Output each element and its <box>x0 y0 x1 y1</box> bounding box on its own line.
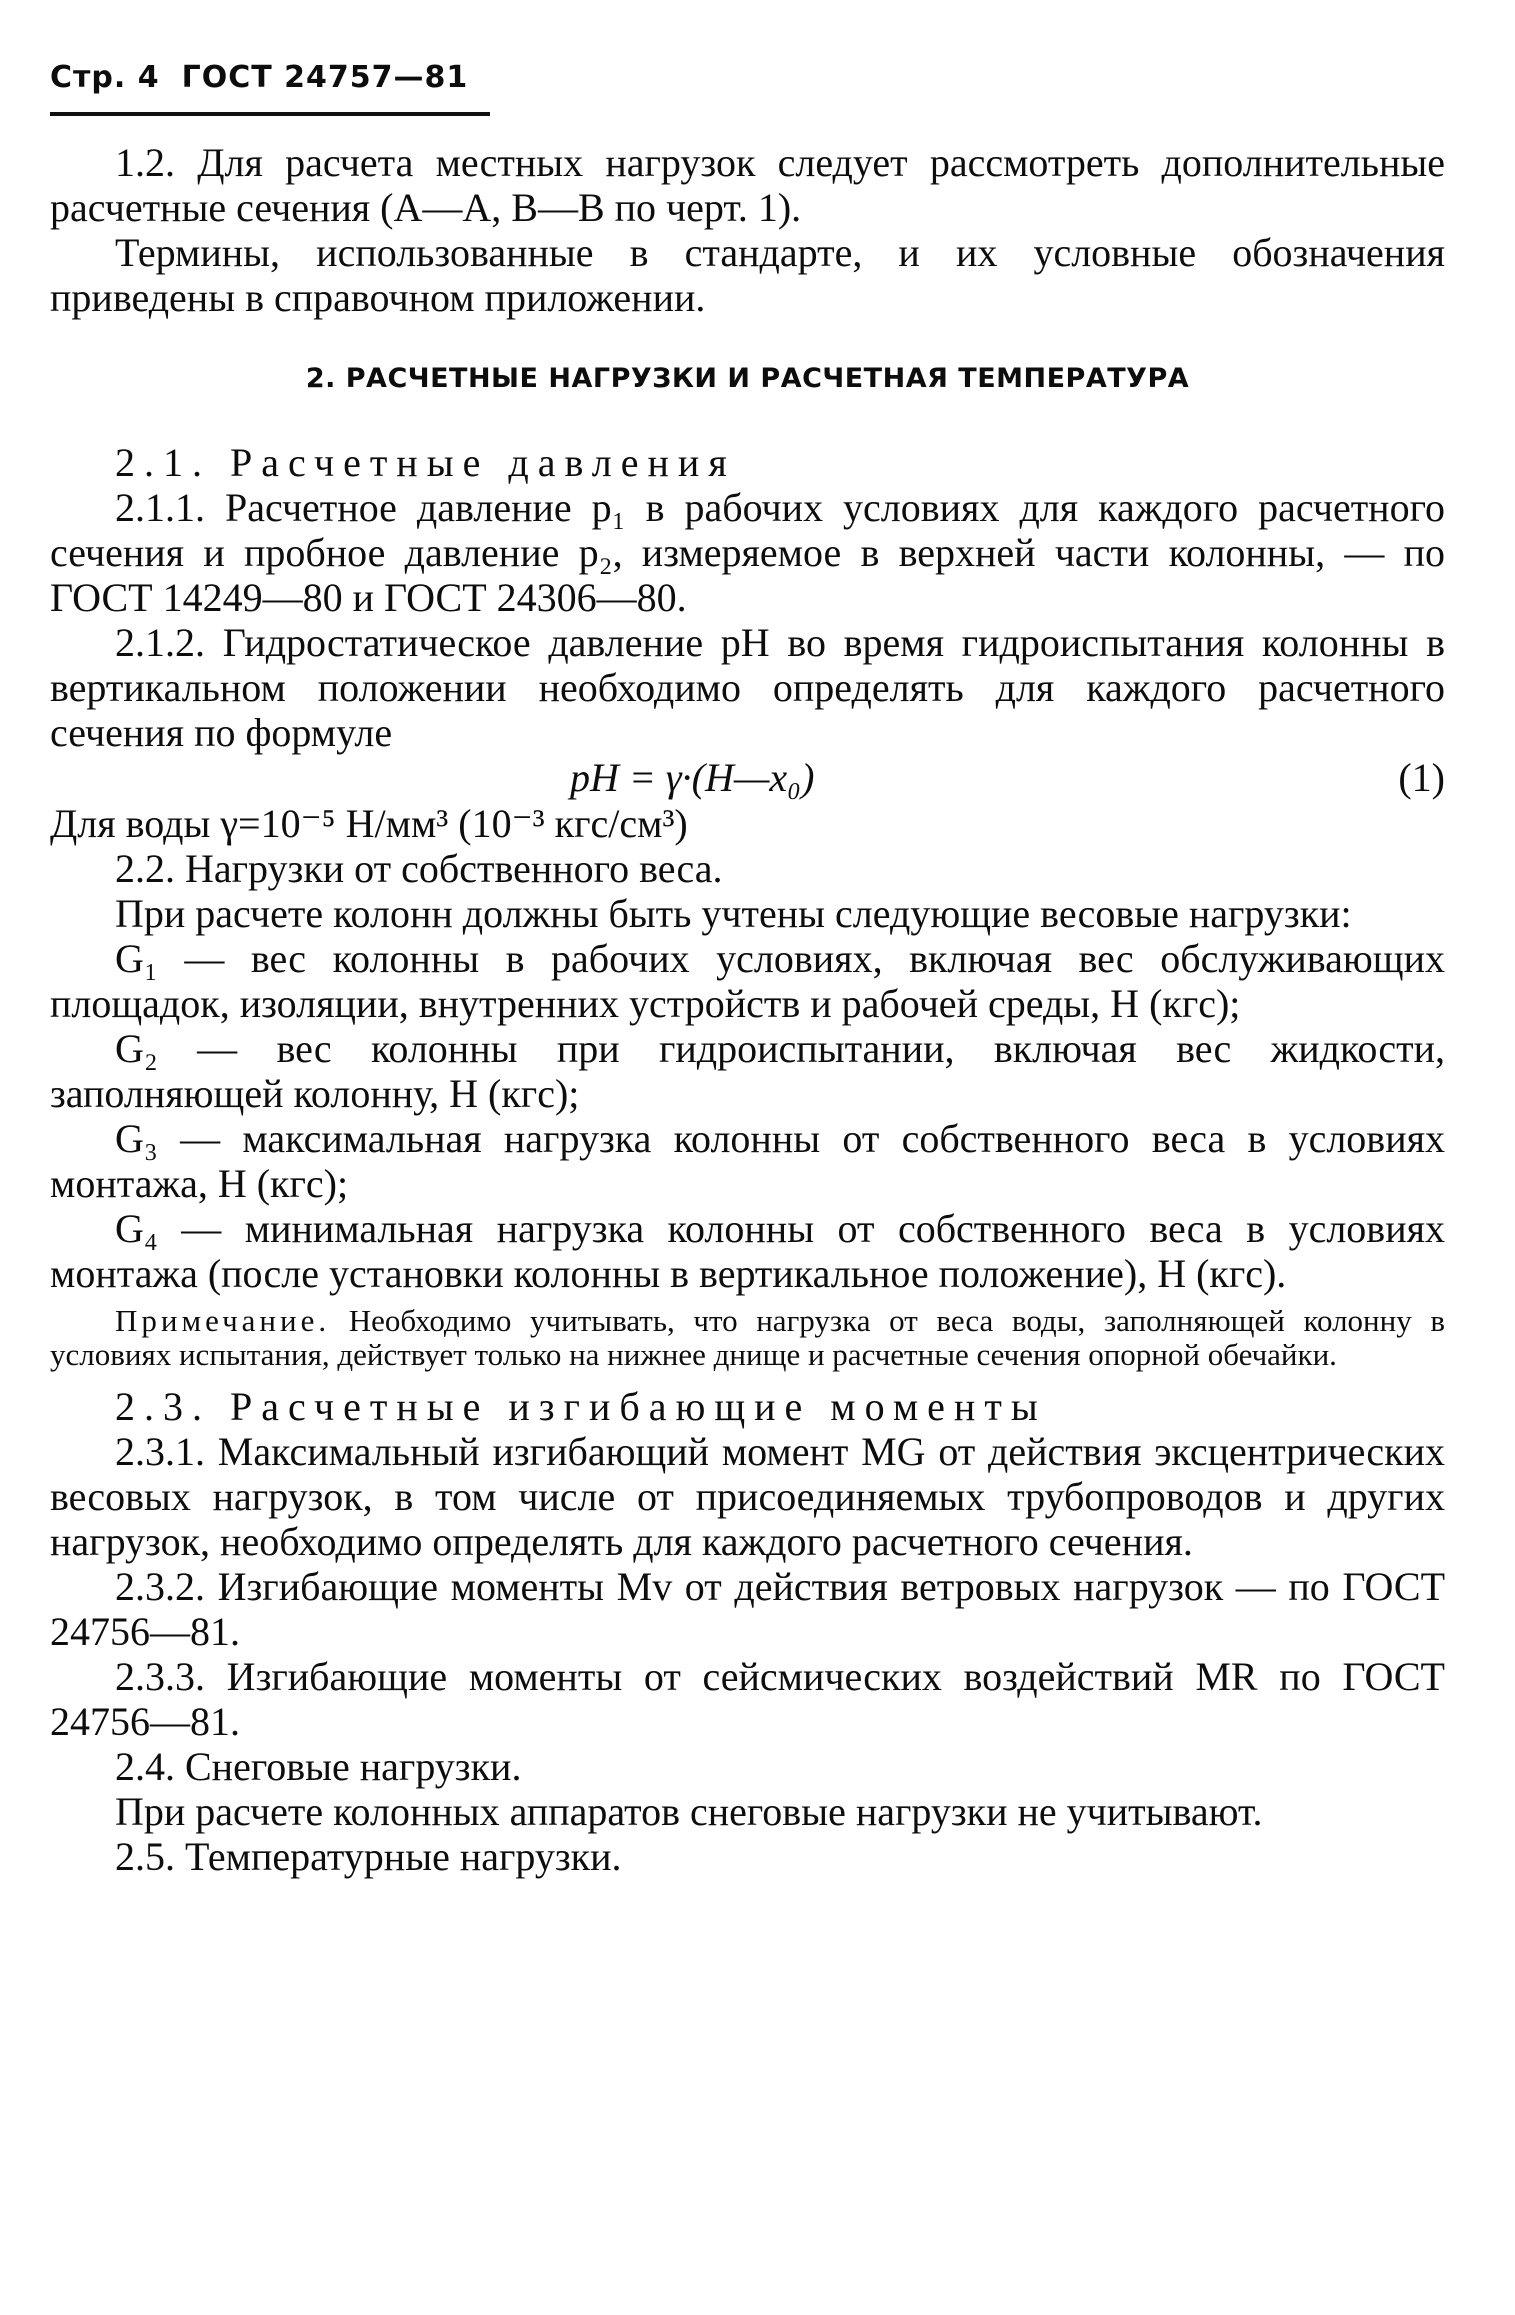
paragraph-2-3-2: 2.3.2. Изгибающие моменты Mv от действия ветровых нагрузок — по ГОСТ 24756—81. <box>50 1564 1445 1654</box>
paragraph-2-1-2: 2.1.2. Гидростатическое давление pH во время гидроиспытания колонны в вертикальном положении необходимо определять для каждого расчетного сечения по формуле <box>50 620 1445 755</box>
page-number-label: Стр. 4 <box>50 60 160 95</box>
note-text: Необходимо учитывать, что нагрузка от веса воды, заполняющей колонну в условиях испытания, действует только на нижнее днище и расчетные сечения опорной обечайки. <box>50 1303 1446 1372</box>
subsection-2-2-title: 2.2. Нагрузки от собственного веса. <box>115 846 723 891</box>
load-g2: G₂ — вес колонны при гидроиспытании, включая вес жидкости, заполняющей колонну, Н (кгс); <box>50 1026 1445 1116</box>
paragraph-2-4: При расчете колонных аппаратов снеговые нагрузки не учитывают. <box>115 1789 1263 1834</box>
note <box>50 1304 1445 1372</box>
subsection-2-4-title: 2.4. Снеговые нагрузки. <box>115 1744 522 1789</box>
paragraph-1-2: 1.2. Для расчета местных нагрузок следует рассмотреть дополнительные расчетные сечения (А—А, В—В по черт. 1). <box>50 140 1445 230</box>
formula-number: (1) <box>1398 755 1445 800</box>
water-density-line: Для воды γ=10⁻⁵ Н/мм³ (10⁻³ кгс/см³) <box>50 801 688 846</box>
subsection-2-1-title: 2.1. Расчетные давления <box>115 440 736 485</box>
paragraph-2-3-3: 2.3.3. Изгибающие моменты от сейсмических воздействий MR по ГОСТ 24756—81. <box>50 1654 1445 1744</box>
load-g1: G₁ — вес колонны в рабочих условиях, включая вес обслуживающих площадок, изоляции, внутренних устройств и рабочей среды, Н (кгс); <box>50 936 1445 1026</box>
standard-code: ГОСТ 24757—81 <box>181 60 469 95</box>
document-body <box>50 140 1445 1879</box>
formula-expression: pH = γ·(H—x₀) <box>570 755 815 800</box>
load-g3: G₃ — максимальная нагрузка колонны от собственного веса в условиях монтажа, Н (кгс); <box>50 1116 1445 1206</box>
page-header <box>50 60 468 95</box>
paragraph-2-2-intro: При расчете колонн должны быть учтены следующие весовые нагрузки: <box>115 891 1352 936</box>
paragraph-2-1-1: 2.1.1. Расчетное давление p₁ в рабочих условиях для каждого расчетного сечения и пробное давление p₂, измеряемое в верхней части колонны, — по ГОСТ 14249—80 и ГОСТ 24306—80. <box>50 485 1445 620</box>
load-g4: G₄ — минимальная нагрузка колонны от собственного веса в условиях монтажа (после установки колонны в вертикальное положение), Н (кгс). <box>50 1206 1445 1296</box>
paragraph-terms: Термины, использованные в стандарте, и их условные обозначения приведены в справочном приложении. <box>50 230 1445 320</box>
paragraph-2-3-1: 2.3.1. Максимальный изгибающий момент MG от действия эксцентрических весовых нагрузок, в том числе от присоединяемых трубопроводов и других нагрузок, необходимо определять для каждого расчетного сечения. <box>50 1429 1445 1564</box>
section-2-title: 2. РАСЧЕТНЫЕ НАГРУЗКИ И РАСЧЕТНАЯ ТЕМПЕРАТУРА <box>305 363 1190 394</box>
note-label: Примечание. <box>115 1303 331 1338</box>
formula-1 <box>50 755 1445 801</box>
header-rule <box>50 112 490 116</box>
subsection-2-3-title: 2.3. Расчетные изгибающие моменты <box>115 1384 1047 1429</box>
subsection-2-5-title: 2.5. Температурные нагрузки. <box>115 1834 622 1879</box>
